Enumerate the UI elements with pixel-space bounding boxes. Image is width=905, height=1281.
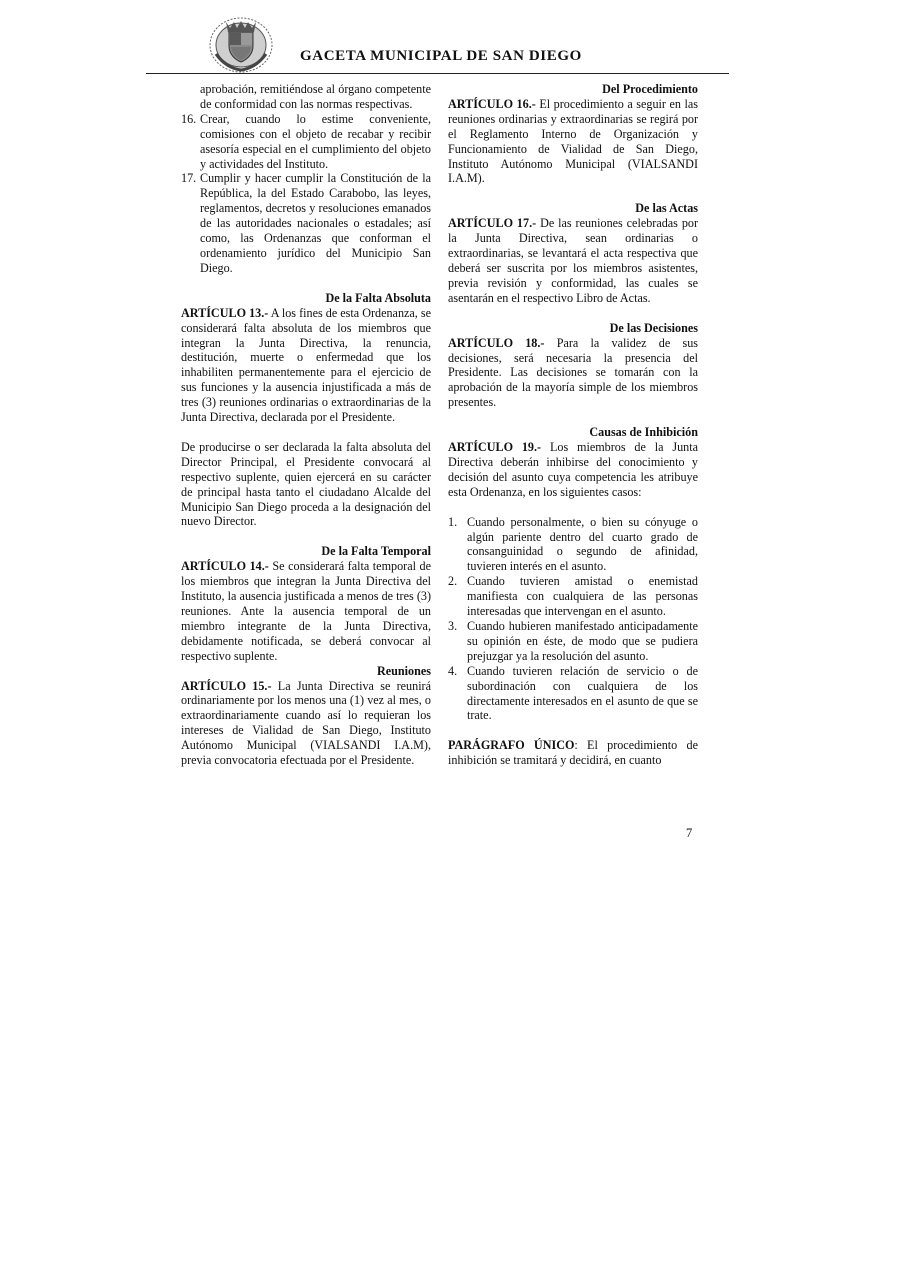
item-number: 3. — [448, 619, 458, 633]
heading-actas: De las Actas — [635, 201, 698, 216]
article-15-label: ARTÍCULO 15.- — [181, 678, 272, 693]
item-text: Cuando tuvieren relación de servicio o de subordinación con cualquiera de los directamente interesados en el asunto de que se trate. — [467, 663, 698, 723]
heading-inhibicion: Causas de Inhibición — [589, 425, 698, 440]
right-column — [448, 82, 698, 768]
item-number: 2. — [448, 574, 458, 589]
header-divider — [146, 73, 729, 74]
list-item — [448, 515, 698, 575]
article-14-label: ARTÍCULO 14.- — [181, 559, 269, 574]
list-item — [448, 574, 698, 619]
municipal-seal-icon — [208, 14, 274, 74]
heading-procedimiento: Del Procedimiento — [602, 82, 698, 96]
heading-reuniones: Reuniones — [377, 663, 431, 678]
article-17-text: De las reuniones celebradas por la Junta Directiva, sean ordinarias o extraordinarias, se levantará el acta respectiva que deberá ser suscrita por los miembros asistentes, previa revisión y conformidad, las cuales se asentarán en el respectivo Libro de Actas. — [448, 216, 698, 305]
paragrafo-label: PARÁGRAFO ÚNICO — [448, 738, 575, 753]
heading-decisiones: De las Decisiones — [609, 320, 698, 335]
paragrafo-text: : El procedimiento de inhibición se tramitará y decidirá, en cuanto — [448, 738, 698, 768]
item-number: 16. — [181, 111, 197, 126]
article-19 — [448, 440, 698, 500]
item-text: Cumplir y hacer cumplir la Constitución de la República, la del Estado Carabobo, las leyes, reglamentos, decretos y resoluciones emanados de las autoridades nacionales o estadales; así como, las Ordenanzas que conforman el ordenamiento jurídico del Municipio San Diego. — [200, 171, 431, 275]
item-number: 1. — [448, 514, 458, 529]
item-text: Crear, cuando lo estime conveniente, comisiones con el objeto de recabar y recibir asesoría especial en el cumplimiento del objeto y actividades del Instituto. — [200, 111, 431, 171]
article-18-label: ARTÍCULO 18.- — [448, 335, 545, 350]
article-16 — [448, 97, 698, 186]
inhibition-causes-list — [448, 515, 698, 724]
list-item — [448, 664, 698, 724]
article-18 — [448, 336, 698, 411]
article-15 — [181, 679, 431, 768]
article-14-text: Se considerará falta temporal de los miembros que integran la Junta Directiva del Instituto, la ausencia justificada a menos de tres (3) reuniones. Ante la ausencia temporal de un miembro integrante de la Junta Directiva, debidamente notificada, se deberá convocar al respectivo suplente. — [181, 559, 431, 663]
article-17 — [448, 216, 698, 305]
article-13 — [181, 306, 431, 425]
article-13-label: ARTÍCULO 13.- — [181, 305, 269, 320]
heading-falta-temporal: De la Falta Temporal — [321, 544, 431, 559]
article-13-text: A los fines de esta Ordenanza, se considerará falta absoluta de los miembros que integran la Junta Directiva, la renuncia, destitución, muerte o enfermedad que los inhabiliten permanentemente para el ejercicio de sus funciones y la ausencia injustificada a más de tres (3) reuniones ordinarias o extraordinarias de la Junta Directiva, declarada por el Presidente. — [181, 305, 432, 425]
item-15-continuation: aprobación, remitiéndose al órgano competente de conformidad con las normas respectivas. — [200, 82, 431, 111]
list-item-17 — [181, 171, 431, 275]
list-item — [448, 619, 698, 664]
paragrafo-unico — [448, 738, 698, 768]
list-item-16 — [181, 112, 431, 172]
article-16-text: El procedimiento a seguir en las reuniones ordinarias y extraordinarias se regirá por el Reglamento Interno de Organización y Funcionamiento de Vialidad de San Diego, Instituto Autónomo Municipal (VIALSANDI I.A.M). — [448, 96, 699, 186]
article-19-text: Los miembros de la Junta Directiva deberán inhibirse del conocimiento y decisión del asunto cuya competencia les atribuye esta Ordenanza, en los siguientes casos: — [448, 440, 698, 499]
gazette-title: GACETA MUNICIPAL DE SAN DIEGO — [300, 48, 582, 64]
item-text: Cuando tuvieren amistad o enemistad manifiesta con cualquiera de las personas interesadas que intervengan en el asunto. — [467, 574, 698, 619]
item-number: 4. — [448, 663, 458, 678]
item-text: Cuando personalmente, o bien su cónyuge o algún pariente dentro del cuarto grado de consanguinidad o segundo de afinidad, tuvieren interés en el asunto. — [467, 514, 698, 574]
page-number: 7 — [686, 826, 693, 840]
heading-falta-absoluta: De la Falta Absoluta — [325, 290, 431, 305]
article-13-paragraph-2: De producirse o ser declarada la falta absoluta del Director Principal, el Presidente convocará al respectivo suplente, quien ejercerá en su carácter de principal hasta tanto el ciudadano Alcalde del Municipio San Diego proceda a la designación del nuevo Director. — [181, 439, 431, 529]
article-17-label: ARTÍCULO 17.- — [448, 216, 537, 231]
item-number: 17. — [181, 171, 197, 186]
article-14 — [181, 559, 431, 663]
left-column — [181, 82, 431, 768]
article-18-text: Para la validez de sus decisiones, será necesaria la presencia del Presidente. Las decisiones se tomarán con la aprobación de la mayoría simple de los miembros presentes. — [448, 335, 698, 410]
article-15-text: La Junta Directiva se reunirá ordinariamente por los menos una (1) vez al mes, o extraordinariamente cuando así lo requieran los intereses de Vialidad de San Diego, Instituto Autónomo Municipal (VIALSANDI I.A.M), previa convocatoria efectuada por el Presidente. — [181, 678, 431, 768]
article-19-label: ARTÍCULO 19.- — [448, 440, 542, 455]
article-16-label: ARTÍCULO 16.- — [448, 96, 536, 111]
item-text: Cuando hubieren manifestado anticipadamente su opinión en éste, de modo que se pudiera prejuzgar ya la resolución del asunto. — [467, 619, 698, 663]
